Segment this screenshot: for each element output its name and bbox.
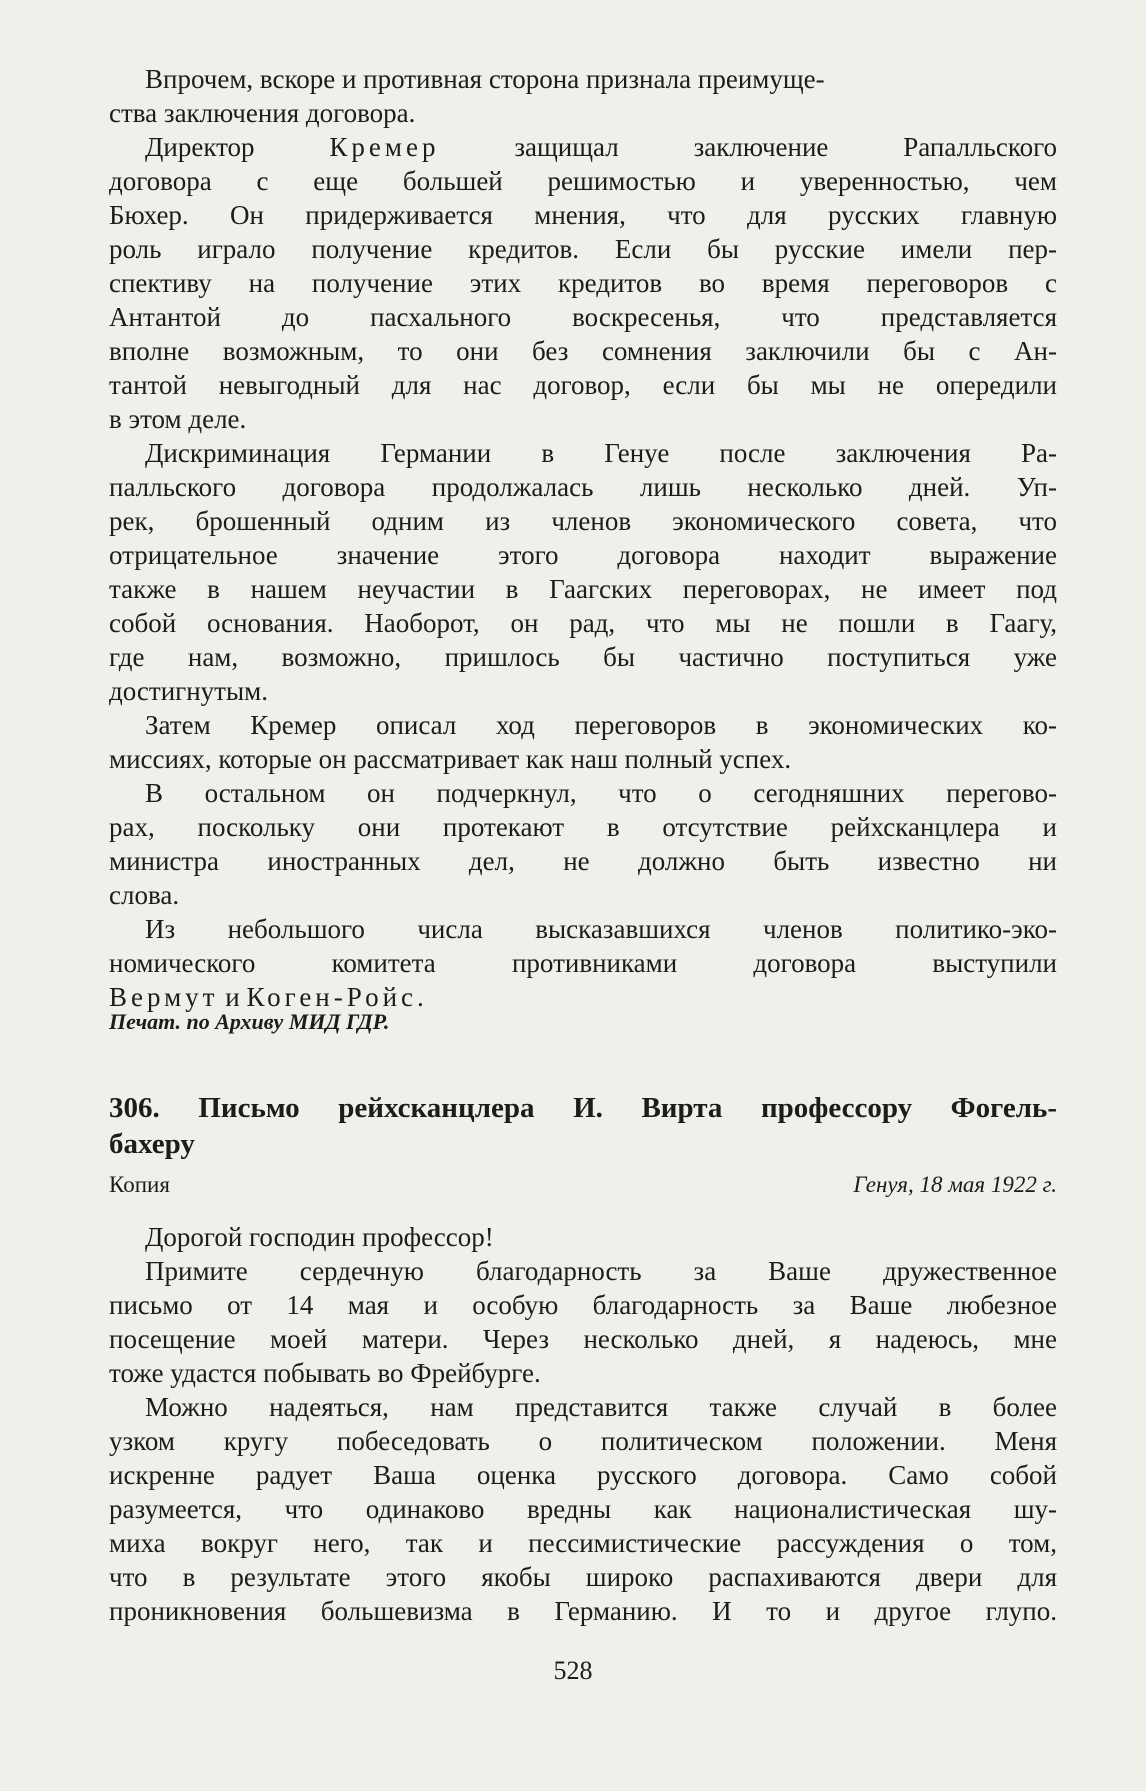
- text-fragment: и: [218, 982, 247, 1012]
- text-line: посещение моей матери. Через несколько дней, я надеюсь, мне: [109, 1324, 1057, 1354]
- page-number: 528: [553, 1656, 593, 1685]
- text-line: где нам, возможно, пришлось бы частично поступиться уже: [109, 642, 1057, 672]
- text-line: в этом деле.: [109, 404, 247, 434]
- text-line: искренне радует Ваша оценка русского договора. Само собой: [109, 1460, 1057, 1490]
- text-line: Бюхер. Он придерживается мнения, что для русских главную: [109, 200, 1057, 230]
- text-line: [145, 130, 1057, 164]
- text-line: достигнутым.: [109, 676, 268, 706]
- text-line: договора с еще большей решимостью и уверенностью, чем: [109, 166, 1057, 196]
- text-line: узком кругу побеседовать о политическом положении. Меня: [109, 1426, 1057, 1456]
- copy-label: Копия: [109, 1172, 170, 1197]
- text-line: также в нашем неучастии в Гаагских переговорах, не имеет под: [109, 574, 1057, 604]
- text-fragment: защищал заключение Рапалльского: [439, 132, 1057, 162]
- text-line: письмо от 14 мая и особую благодарность за Ваше любезное: [109, 1290, 1057, 1320]
- text-fragment: Директор: [145, 132, 330, 162]
- text-line: что в результате этого якобы широко распахиваются двери для: [109, 1562, 1057, 1592]
- text-line: вполне возможным, то они без сомнения заключили бы с Ан-: [109, 336, 1057, 366]
- text-line: тантой невыгодный для нас договор, если бы мы не опередили: [109, 370, 1057, 400]
- document-heading-cont: бахеру: [109, 1128, 195, 1160]
- text-line: министра иностранных дел, не должно быть известно ни: [109, 846, 1057, 876]
- source-note: Печат. по Архиву МИД ГДР.: [109, 1009, 390, 1034]
- text-line: роль играло получение кредитов. Если бы русские имели пер-: [109, 234, 1057, 264]
- text-line: Из небольшого числа высказавшихся членов политико-эко-: [145, 914, 1057, 944]
- text-line: Примите сердечную благодарность за Ваше дружественное: [145, 1256, 1057, 1286]
- text-line: тоже удастся побывать во Фрейбурге.: [109, 1358, 541, 1388]
- document-heading: 306. Письмо рейхсканцлера И. Вирта профессору Фогель-: [109, 1092, 1057, 1124]
- text-line: проникновения большевизма в Германию. И то и другое глупо.: [109, 1596, 1057, 1626]
- text-line: миха вокруг него, так и пессимистические рассуждения о том,: [109, 1528, 1057, 1558]
- spaced-name: Кремер: [329, 132, 440, 162]
- text-line: миссиях, которые он рассматривает как наш полный успех.: [109, 744, 792, 774]
- text-line: рах, поскольку они протекают в отсутствие рейхсканцлера и: [109, 812, 1057, 842]
- text-line: Дискриминация Германии в Генуе после заключения Ра-: [145, 438, 1057, 468]
- text-line: Антантой до пасхального воскресенья, что представляется: [109, 302, 1057, 332]
- text-line: ства заключения договора.: [109, 98, 416, 128]
- text-line: спективу на получение этих кредитов во время переговоров с: [109, 268, 1057, 298]
- place-date: Генуя, 18 мая 1922 г.: [853, 1172, 1057, 1197]
- text-line: слова.: [109, 880, 180, 910]
- text-line: В остальном он подчеркнул, что о сегодняшних перегово-: [145, 778, 1057, 808]
- text-line: собой основания. Наоборот, он рад, что мы не пошли в Гаагу,: [109, 608, 1057, 638]
- text-line: Дорогой господин профессор!: [145, 1222, 494, 1252]
- text-fragment: .: [417, 982, 424, 1012]
- text-line: разумеется, что одинаково вредны как националистическая шу-: [109, 1494, 1057, 1524]
- text-line: отрицательное значение этого договора находит выражение: [109, 540, 1057, 570]
- text-line: Затем Кремер описал ход переговоров в экономических ко-: [145, 710, 1057, 740]
- text-line: номического комитета противниками договора выступили: [109, 948, 1057, 978]
- text-line: рек, брошенный одним из членов экономического совета, что: [109, 506, 1057, 536]
- text-line: Впрочем, вскоре и противная сторона признала преимуще-: [145, 64, 825, 94]
- spaced-name: Коген-Ройс: [246, 982, 418, 1012]
- text-line: Можно надеяться, нам представится также случай в более: [145, 1392, 1057, 1422]
- spaced-name: Вермут: [109, 982, 219, 1012]
- text-line: палльского договора продолжалась лишь несколько дней. Уп-: [109, 472, 1057, 502]
